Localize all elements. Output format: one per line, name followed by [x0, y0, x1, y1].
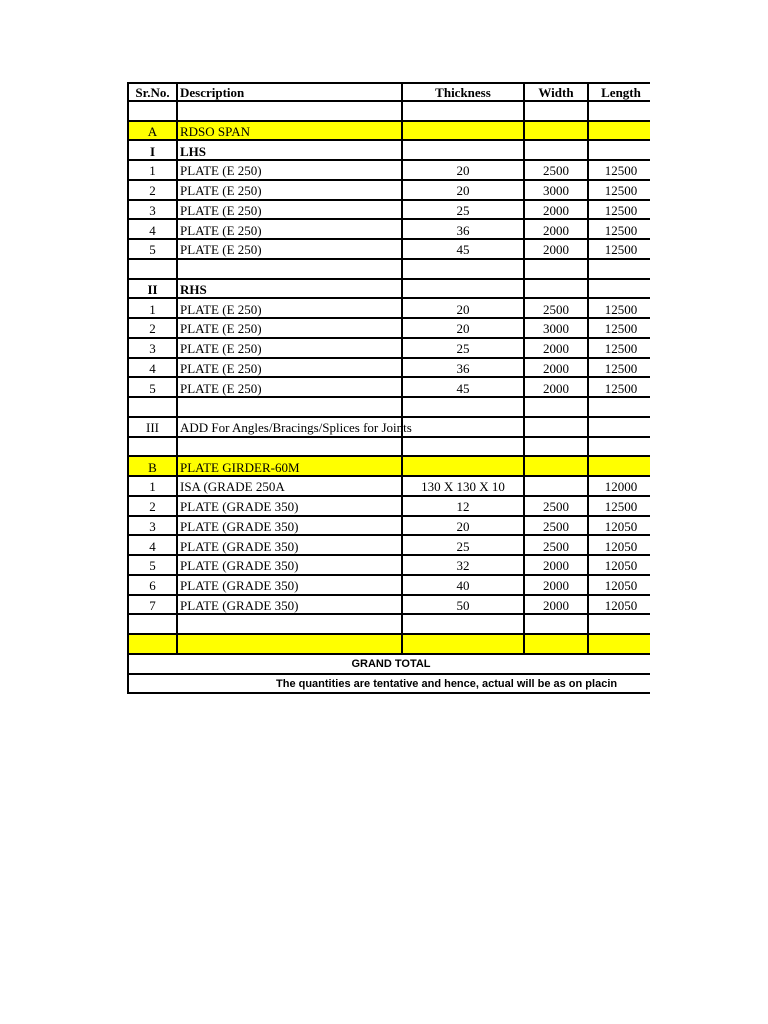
length-cell: 12500 [587, 220, 650, 240]
table-row [127, 359, 650, 379]
table-header-row [127, 82, 650, 102]
description-cell: LHS [176, 141, 401, 161]
sr-no-cell [127, 260, 176, 280]
sr-no-cell: B [127, 457, 176, 477]
description-cell: PLATE (E 250) [176, 378, 401, 398]
thickness-cell: 32 [401, 556, 523, 576]
length-cell: 12500 [587, 299, 650, 319]
description-cell: PLATE (GRADE 350) [176, 596, 401, 616]
quantity-note: The quantities are tentative and hence, actual will be as on placin [127, 675, 650, 695]
thickness-cell [401, 102, 523, 122]
sr-no-cell: 5 [127, 378, 176, 398]
width-cell [523, 418, 587, 438]
length-cell: 12000 [587, 477, 650, 497]
length-cell [587, 615, 650, 635]
description-cell [176, 102, 401, 122]
thickness-cell: 36 [401, 359, 523, 379]
sr-no-cell: 2 [127, 181, 176, 201]
width-cell: 3000 [523, 181, 587, 201]
table-row [127, 438, 650, 458]
sr-no-cell: 6 [127, 576, 176, 596]
length-cell: 12500 [587, 497, 650, 517]
table-row [127, 161, 650, 181]
sr-no-cell: I [127, 141, 176, 161]
length-cell: 12500 [587, 339, 650, 359]
width-cell [523, 477, 587, 497]
thickness-cell [401, 418, 523, 438]
width-cell [523, 280, 587, 300]
length-cell [587, 122, 650, 142]
table-row [127, 517, 650, 537]
thickness-cell: 50 [401, 596, 523, 616]
length-cell [587, 398, 650, 418]
thickness-cell [401, 122, 523, 142]
thickness-cell [401, 280, 523, 300]
width-cell [523, 122, 587, 142]
width-cell: 2500 [523, 517, 587, 537]
table-row [127, 299, 650, 319]
width-cell [523, 635, 587, 655]
grand-total-row [127, 655, 650, 675]
sr-no-cell: 1 [127, 161, 176, 181]
table-row [127, 378, 650, 398]
width-cell: 2000 [523, 201, 587, 221]
width-cell [523, 398, 587, 418]
thickness-cell [401, 260, 523, 280]
table-row [127, 576, 650, 596]
thickness-cell [401, 438, 523, 458]
thickness-cell: 20 [401, 319, 523, 339]
description-cell: PLATE (E 250) [176, 240, 401, 260]
thickness-cell: 36 [401, 220, 523, 240]
thickness-cell: 25 [401, 339, 523, 359]
sr-no-cell [127, 635, 176, 655]
width-cell [523, 260, 587, 280]
header-sr-no: Sr.No. [127, 82, 176, 102]
sr-no-cell: 1 [127, 477, 176, 497]
thickness-cell: 20 [401, 181, 523, 201]
description-cell: PLATE (GRADE 350) [176, 556, 401, 576]
description-cell [176, 635, 401, 655]
width-cell: 2000 [523, 339, 587, 359]
length-cell: 12500 [587, 161, 650, 181]
width-cell: 2500 [523, 497, 587, 517]
table-row [127, 556, 650, 576]
thickness-cell [401, 635, 523, 655]
description-cell: RHS [176, 280, 401, 300]
sr-no-cell: III [127, 418, 176, 438]
length-cell: 12500 [587, 181, 650, 201]
table-row [127, 181, 650, 201]
sr-no-cell: 4 [127, 536, 176, 556]
description-cell [176, 615, 401, 635]
sr-no-cell [127, 615, 176, 635]
grand-total-label: GRAND TOTAL [127, 655, 650, 675]
sr-no-cell: 2 [127, 319, 176, 339]
length-cell [587, 457, 650, 477]
sr-no-cell: 7 [127, 596, 176, 616]
table-row [127, 635, 650, 655]
table-row [127, 240, 650, 260]
width-cell: 2500 [523, 299, 587, 319]
sr-no-cell: 5 [127, 240, 176, 260]
description-cell [176, 398, 401, 418]
description-cell: PLATE (GRADE 350) [176, 517, 401, 537]
length-cell: 12050 [587, 536, 650, 556]
width-cell [523, 141, 587, 161]
table-row [127, 536, 650, 556]
width-cell: 2500 [523, 161, 587, 181]
thickness-cell [401, 615, 523, 635]
thickness-cell [401, 457, 523, 477]
sr-no-cell: 1 [127, 299, 176, 319]
width-cell: 3000 [523, 319, 587, 339]
length-cell: 12050 [587, 596, 650, 616]
thickness-cell: 25 [401, 201, 523, 221]
description-cell: RDSO SPAN [176, 122, 401, 142]
sr-no-cell: 3 [127, 201, 176, 221]
table-row [127, 280, 650, 300]
description-cell: PLATE (GRADE 350) [176, 536, 401, 556]
description-cell: PLATE (E 250) [176, 299, 401, 319]
thickness-cell: 20 [401, 299, 523, 319]
thickness-cell: 130 X 130 X 10 [401, 477, 523, 497]
width-cell: 2000 [523, 240, 587, 260]
sr-no-cell [127, 438, 176, 458]
description-cell: PLATE (E 250) [176, 339, 401, 359]
table-row [127, 457, 650, 477]
length-cell: 12050 [587, 517, 650, 537]
thickness-cell: 45 [401, 378, 523, 398]
sr-no-cell: 4 [127, 359, 176, 379]
table-row [127, 596, 650, 616]
length-cell [587, 102, 650, 122]
table-row [127, 260, 650, 280]
description-cell: ADD For Angles/Bracings/Splices for Joints [176, 418, 401, 438]
thickness-cell: 45 [401, 240, 523, 260]
width-cell [523, 438, 587, 458]
sr-no-cell: 2 [127, 497, 176, 517]
length-cell: 12500 [587, 359, 650, 379]
thickness-cell: 20 [401, 517, 523, 537]
description-cell [176, 438, 401, 458]
description-cell: PLATE (E 250) [176, 359, 401, 379]
width-cell [523, 102, 587, 122]
width-cell: 2000 [523, 378, 587, 398]
thickness-cell: 20 [401, 161, 523, 181]
description-cell: PLATE (E 250) [176, 201, 401, 221]
length-cell [587, 438, 650, 458]
length-cell: 12050 [587, 556, 650, 576]
sr-no-cell: 4 [127, 220, 176, 240]
quantity-table [127, 82, 650, 694]
width-cell [523, 615, 587, 635]
sr-no-cell: 3 [127, 339, 176, 359]
table-row [127, 418, 650, 438]
description-cell: PLATE (E 250) [176, 220, 401, 240]
table-row [127, 477, 650, 497]
thickness-cell [401, 398, 523, 418]
description-cell: PLATE (GRADE 350) [176, 497, 401, 517]
description-cell: PLATE (E 250) [176, 319, 401, 339]
thickness-cell: 40 [401, 576, 523, 596]
thickness-cell: 12 [401, 497, 523, 517]
sr-no-cell: II [127, 280, 176, 300]
description-cell: ISA (GRADE 250A [176, 477, 401, 497]
sr-no-cell: A [127, 122, 176, 142]
header-thickness: Thickness [401, 82, 523, 102]
header-width: Width [523, 82, 587, 102]
table-row [127, 497, 650, 517]
width-cell: 2000 [523, 359, 587, 379]
sr-no-cell: 5 [127, 556, 176, 576]
description-cell: PLATE (E 250) [176, 181, 401, 201]
width-cell [523, 457, 587, 477]
table-row [127, 102, 650, 122]
description-cell: PLATE GIRDER-60M [176, 457, 401, 477]
sr-no-cell: 3 [127, 517, 176, 537]
table-row [127, 201, 650, 221]
table-row [127, 615, 650, 635]
table-row [127, 122, 650, 142]
table-row [127, 220, 650, 240]
width-cell: 2000 [523, 556, 587, 576]
table-row [127, 319, 650, 339]
table-row [127, 141, 650, 161]
note-row [127, 675, 650, 695]
width-cell: 2000 [523, 576, 587, 596]
length-cell [587, 141, 650, 161]
table-row [127, 339, 650, 359]
sr-no-cell [127, 398, 176, 418]
length-cell: 12500 [587, 201, 650, 221]
thickness-cell [401, 141, 523, 161]
width-cell: 2500 [523, 536, 587, 556]
width-cell: 2000 [523, 596, 587, 616]
thickness-cell: 25 [401, 536, 523, 556]
header-description: Description [176, 82, 401, 102]
description-cell [176, 260, 401, 280]
sr-no-cell [127, 102, 176, 122]
length-cell: 12500 [587, 319, 650, 339]
length-cell [587, 418, 650, 438]
description-cell: PLATE (GRADE 350) [176, 576, 401, 596]
table-row [127, 398, 650, 418]
length-cell: 12500 [587, 240, 650, 260]
length-cell [587, 635, 650, 655]
description-cell: PLATE (E 250) [176, 161, 401, 181]
length-cell [587, 280, 650, 300]
width-cell: 2000 [523, 220, 587, 240]
length-cell: 12500 [587, 378, 650, 398]
header-length: Length [587, 82, 650, 102]
length-cell [587, 260, 650, 280]
length-cell: 12050 [587, 576, 650, 596]
